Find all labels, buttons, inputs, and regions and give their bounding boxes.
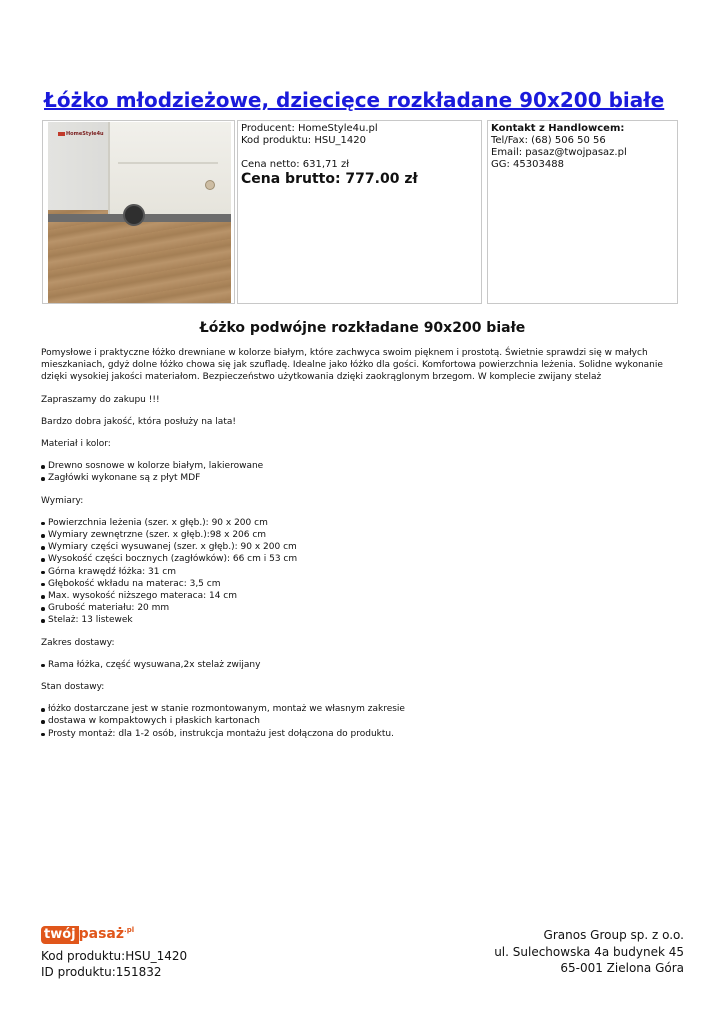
dimensions-label: Wymiary: — [41, 495, 84, 506]
twojpasaz-logo — [41, 926, 134, 946]
list-item: Wymiary części wysuwanej (szer. x głęb.): 90 x 200 cm — [41, 541, 686, 553]
product-image-frame — [42, 120, 235, 304]
list-item: łóżko dostarczane jest w stanie rozmontowanym, montaż we własnym zakresie — [41, 703, 686, 715]
material-list — [41, 460, 686, 484]
description-quality: Bardzo dobra jakość, która posłuży na lata! — [41, 416, 236, 427]
delivery-state-list — [41, 703, 686, 740]
contact-box — [487, 120, 678, 304]
list-item: Zagłówki wykonane są z płyt MDF — [41, 472, 686, 484]
photo-knob — [205, 180, 215, 190]
list-item: Stelaż: 13 listewek — [41, 614, 686, 626]
footer-product-id: ID produktu:151832 — [41, 965, 162, 979]
footer-city: 65-001 Zielona Góra — [560, 961, 684, 975]
list-item: Drewno sosnowe w kolorze białym, lakierowane — [41, 460, 686, 472]
delivery-state-label: Stan dostawy: — [41, 682, 105, 693]
product-code: Kod produktu: HSU_1420 — [241, 135, 366, 146]
contact-email: Email: pasaz@twojpasaz.pl — [491, 147, 627, 158]
logo-pl: .pl — [124, 926, 135, 934]
price-gross: Cena brutto: 777.00 zł — [241, 171, 418, 187]
list-item: Max. wysokość niższego materaca: 14 cm — [41, 590, 686, 602]
delivery-scope-label: Zakres dostawy: — [41, 637, 115, 648]
list-item: Prosty montaż: dla 1-2 osób, instrukcja montażu jest dołączona do produktu. — [41, 728, 686, 740]
contact-heading: Kontakt z Handlowcem: — [491, 123, 625, 134]
photo-bed-panel — [118, 122, 218, 164]
footer-product-ids — [41, 948, 187, 980]
description-invite: Zapraszamy do zakupu !!! — [41, 394, 160, 405]
footer-company-address — [494, 927, 684, 977]
price-net: Cena netto: 631,71 zł — [241, 159, 350, 170]
photo-wheel — [123, 204, 145, 226]
list-item: Wysokość części bocznych (zagłówków): 66 cm i 53 cm — [41, 553, 686, 565]
footer-product-code: Kod produktu:HSU_1420 — [41, 949, 188, 963]
description-heading: Łóżko podwójne rozkładane 90x200 białe — [199, 320, 526, 336]
product-title-link[interactable]: Łóżko młodzieżowe, dziecięce rozkładane 90x200 białe — [44, 88, 665, 112]
footer-company: Granos Group sp. z o.o. — [543, 928, 684, 942]
list-item: Rama łóżka, część wysuwana,2x stelaż zwijany — [41, 659, 686, 671]
delivery-scope-list — [41, 659, 686, 671]
logo-pasaz: pasaż — [78, 926, 125, 942]
description-body — [41, 347, 686, 750]
list-item: Górna krawędź łóżka: 31 cm — [41, 566, 686, 578]
photo-watermark-logo: HomeStyle4u — [58, 128, 104, 140]
producer: Producent: HomeStyle4u.pl — [241, 123, 378, 134]
list-item: Wymiary zewnętrzne (szer. x głęb.):98 x 206 cm — [41, 529, 686, 541]
list-item: Głębokość wkładu na materac: 3,5 cm — [41, 578, 686, 590]
contact-phone: Tel/Fax: (68) 506 50 56 — [491, 135, 606, 146]
logo-twoj: twój — [41, 926, 79, 944]
footer-street: ul. Sulechowska 4a budynek 45 — [494, 944, 684, 959]
list-item: Grubość materiału: 20 mm — [41, 602, 686, 614]
description-intro: Pomysłowe i praktyczne łóżko drewniane w kolorze białym, które zachwyca swoim pięknem i prostotą. Świetnie sprawdzi się w małych mieszkaniach, gdyż dolne łóżko chowa się jak szufladę. Idealne jako łóżko dla gości. Komfortowa powierzchnia leżenia. Solidne wykonanie dzięki wysokiej jakości materiałom. Bezpieczeństwo użytkowania dzięki zaokrąglonym brzegom. W komplecie zwijany stelaż — [41, 348, 663, 383]
list-item: Powierzchnia leżenia (szer. x głęb.): 90 x 200 cm — [41, 517, 686, 529]
product-photo — [48, 122, 231, 303]
dimensions-list — [41, 517, 686, 627]
material-label: Materiał i kolor: — [41, 439, 111, 450]
list-item: dostawa w kompaktowych i płaskich kartonach — [41, 715, 686, 727]
product-info-box — [237, 120, 482, 304]
contact-gg: GG: 45303488 — [491, 159, 564, 170]
